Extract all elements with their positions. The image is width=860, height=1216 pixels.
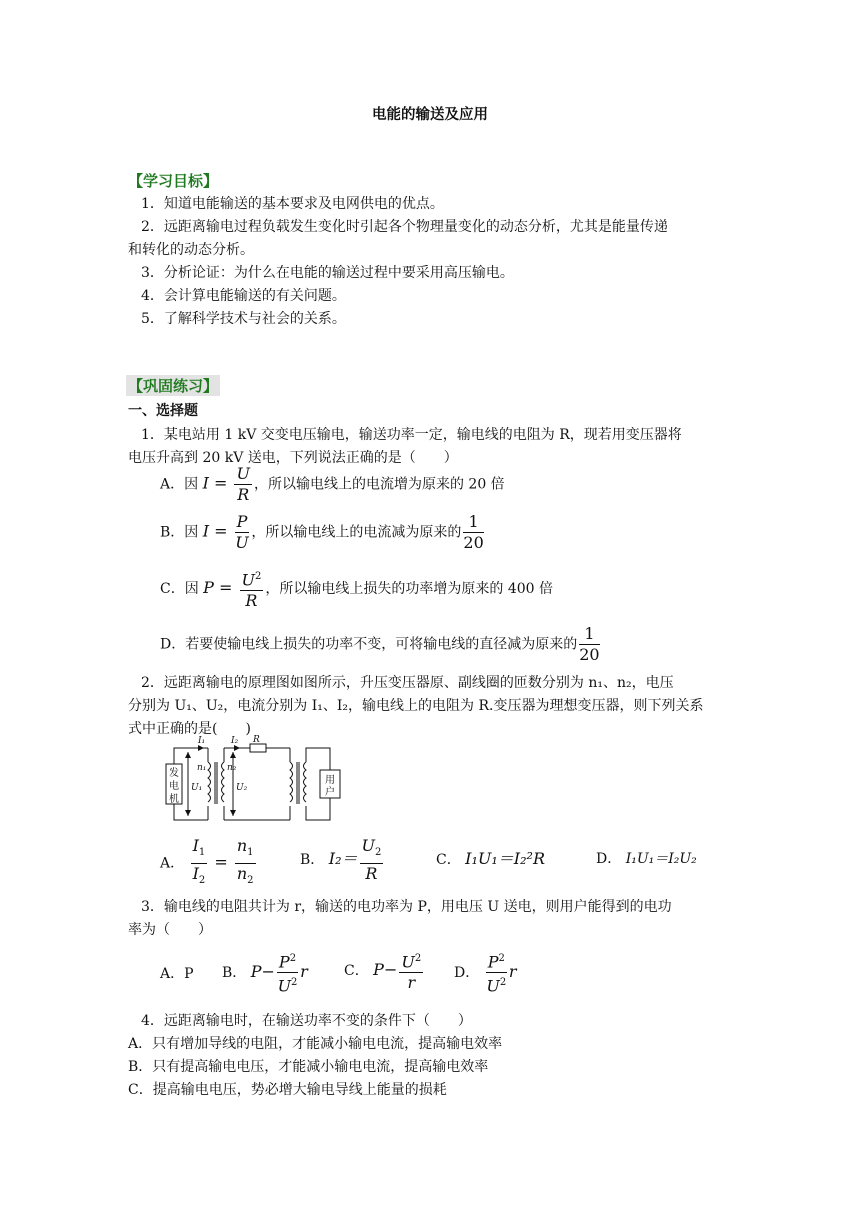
- q2-a-label: A．: [160, 855, 185, 872]
- diagram-generator-1: 发: [169, 768, 179, 779]
- diagram-label-i1: I₁: [198, 736, 206, 746]
- page-title: 电能的输送及应用: [372, 107, 488, 123]
- q2-c-expr: I₁U₁＝I₂²R: [465, 849, 546, 868]
- q1-option-b: B．因 I = $\frac{P}{U}$ ，所以输电线上的电流减为原来的 $\frac{1}{20}$: [160, 512, 484, 552]
- q2-b-label: B．: [300, 852, 325, 869]
- goal-item-2: 2．远距离输电过程负载发生变化时引起各个物理量变化的动态分析，尤其是能量传递: [141, 219, 668, 235]
- q3-stem-line1: 3．输电线的电阻共计为 r，输送的电功率为 P，用电压 U 送电，则用户能得到的电功: [141, 899, 672, 915]
- goal-item-3: 3．分析论证：为什么在电能的输送过程中要采用高压输电。: [141, 265, 514, 281]
- q2-stem-line1: 2．远距离输电的原理图如图所示，升压变压器原、副线圈的匝数分别为 n₁、n₂，电压: [141, 675, 674, 691]
- section-heading: 一、选择题: [128, 403, 198, 419]
- q1-b-suffix: ，所以输电线上的电流减为原来的: [251, 524, 462, 541]
- q3-option-a: A．P: [160, 966, 194, 982]
- diagram-user-2: 户: [325, 787, 335, 798]
- diagram-label-n1: n₁: [197, 763, 207, 773]
- q2-stem-line2: 分别为 U₁、U₂，电流分别为 I₁、I₂，输电线上的电阻为 R.变压器为理想变压器，则下列关系: [128, 698, 704, 714]
- diagram-user-1: 用: [325, 775, 335, 786]
- q1-a-prefix: A．因: [160, 476, 199, 493]
- q1-option-d: D．若要使输电线上损失的功率不变，可将输电线的直径减为原来的 $\frac{1}{20}$: [160, 624, 600, 664]
- q2-option-c: [436, 846, 545, 869]
- q4-option-a: A．只有增加导线的电阻，才能减小输电电流，提高输电效率: [128, 1036, 503, 1052]
- q3-option-b: B． P− $\frac{P^2}{U^2}$ r: [222, 949, 308, 997]
- q1-stem-line1: 1．某电站用 1 kV 交变电压输电，输送功率一定，输电线的电阻为 R，现若用变压器将: [141, 427, 682, 443]
- goal-item-4: 4．会计算电能输送的有关问题。: [141, 288, 346, 304]
- q1-b-prefix: B．因: [160, 524, 199, 541]
- q1-stem-line2: 电压升高到 20 kV 送电，下列说法正确的是（ ）: [128, 450, 458, 466]
- diagram-label-n2: n₂: [227, 763, 237, 773]
- goals-heading: 【学习目标】: [128, 172, 219, 190]
- diagram-label-i2: I₂: [231, 736, 239, 746]
- q2-option-d: [596, 848, 697, 868]
- diagram-label-u1: U₁: [191, 783, 203, 793]
- q4-option-b: B．只有提高输电电压，才能减小输电电流，提高输电效率: [128, 1059, 489, 1075]
- q4-option-c: C．提高输电电压，势必增大输电导线上能量的损耗: [128, 1082, 447, 1098]
- q1-c-prefix: C．因: [160, 581, 199, 598]
- diagram-label-u2: U₂: [236, 783, 248, 793]
- goal-item-5: 5．了解科学技术与社会的关系。: [141, 311, 346, 327]
- q1-a-suffix: ，所以输电线上的电流增为原来的 20 倍: [253, 476, 505, 493]
- q3-d-label: D．: [454, 964, 480, 981]
- diagram-label-r: R: [253, 735, 260, 745]
- q3-option-c: C． P− $\frac{U^2}{r}$: [344, 949, 425, 993]
- q1-option-c: C．因 P = $\frac{U^2}{R}$ ，所以输电线上损失的功率增为原来的 400 倍: [160, 567, 553, 611]
- q2-option-b: B． I₂＝ $\frac{U_2}{R}$: [300, 836, 382, 884]
- diagram-generator-2: 电: [169, 781, 179, 792]
- q1-c-suffix: ，所以输电线上损失的功率增为原来的 400 倍: [265, 581, 553, 598]
- q3-c-label: C．: [344, 963, 369, 980]
- q2-b-expr: I₂＝: [328, 849, 358, 869]
- q2-c-label: C．: [436, 852, 461, 868]
- q3-stem-line2: 率为（ ）: [128, 922, 212, 938]
- q3-b-label: B．: [222, 964, 247, 981]
- q1-d-text: D．若要使输电线上损失的功率不变，可将输电线的直径减为原来的: [160, 636, 578, 653]
- transmission-circuit-diagram: [160, 734, 370, 824]
- q2-d-expr: I₁U₁＝I₂U₂: [625, 851, 697, 867]
- q2-option-a: A． $\frac{I_1}{I_2}$ = $\frac{n_1}{n_2}$: [160, 836, 254, 887]
- goal-item-2-cont: 和转化的动态分析。: [128, 242, 254, 258]
- practice-heading: 【巩固练习】: [128, 377, 219, 395]
- q4-stem: 4．远距离输电时，在输送功率不变的条件下（ ）: [141, 1013, 472, 1029]
- q3-option-d: D． $\frac{P^2}{U^2}$ r: [454, 949, 516, 997]
- q1-option-a: A．因 I = $\frac{U}{R}$ ，所以输电线上的电流增为原来的 20 倍: [160, 464, 505, 504]
- diagram-generator-3: 机: [169, 794, 179, 805]
- q2-d-label: D．: [596, 851, 622, 867]
- goal-item-1: 1．知道电能输送的基本要求及电网供电的优点。: [141, 196, 444, 212]
- q2-stem-line3: 式中正确的是( ): [128, 721, 251, 737]
